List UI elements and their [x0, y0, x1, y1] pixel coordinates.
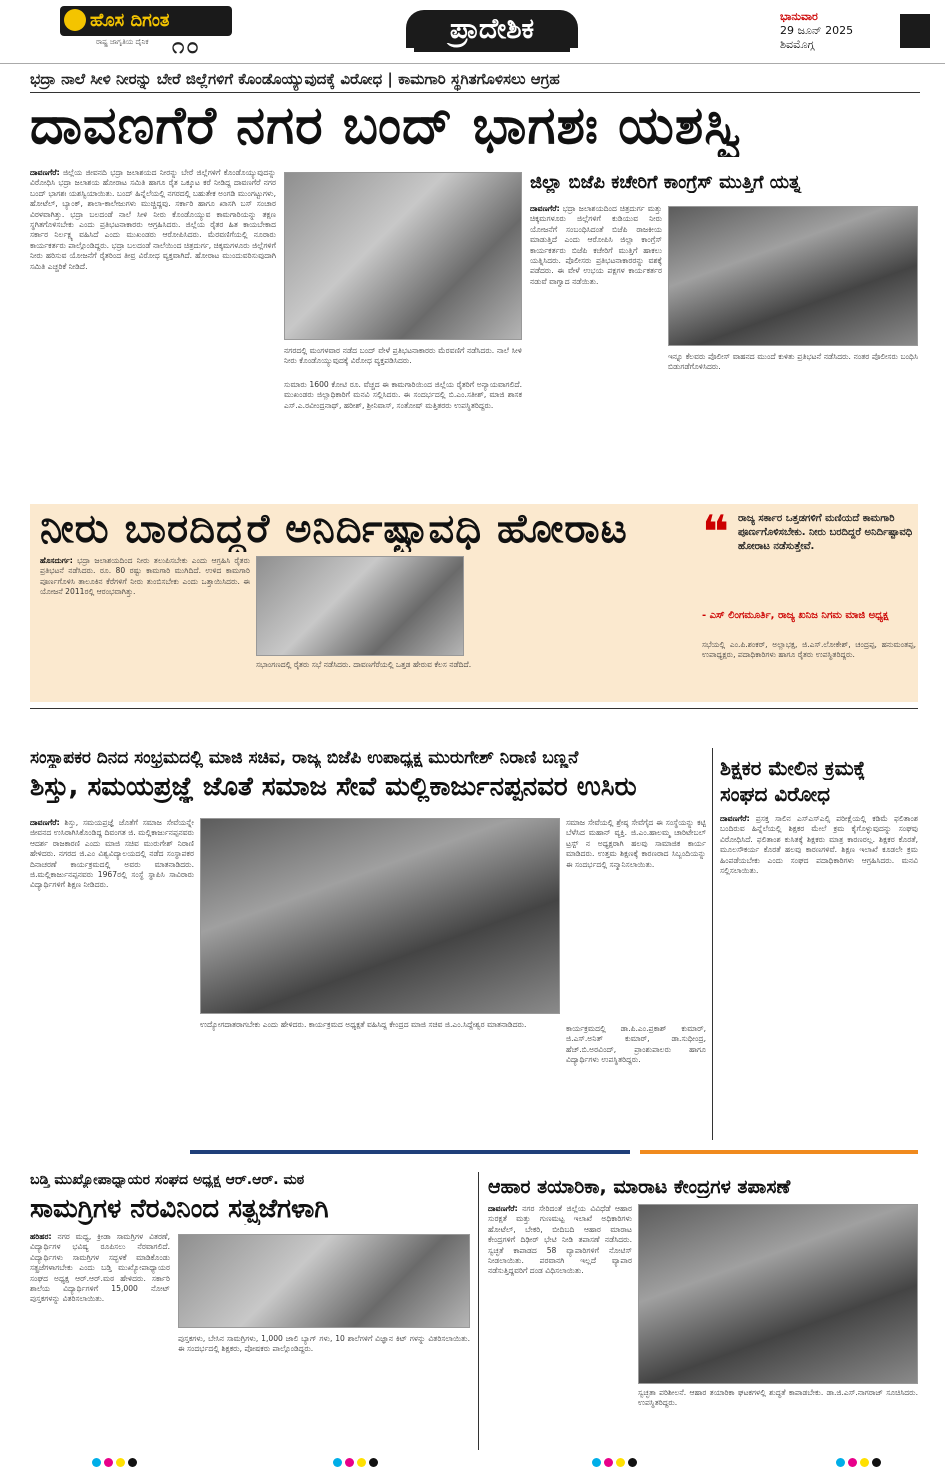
- protest-photo-caption: ಇನ್ನೂ ಕೆಲವರು ಪೊಲೀಸ್ ವಾಹನದ ಮುಂದೆ ಕುಳಿತು ಪ್ರತಿಭಟನೆ ನಡೆಸಿದರು. ನಂತರ ಪೊಲೀಸರು ಬಂಧಿಸಿ ಬಿಡುಗಡೆಗೊಳಿಸಿದರು.: [668, 352, 918, 371]
- teacher-text: ಪ್ರಸಕ್ತ ಸಾಲಿನ ಎಸ್ಎಸ್ಎಲ್ಸಿ ಪರೀಕ್ಷೆಯಲ್ಲಿ ಕಡಿಮೆ ಫಲಿತಾಂಶ ಬಂದಿರುವ ಹಿನ್ನೆಲೆಯಲ್ಲಿ ಶಿಕ್ಷಕರ ಮೇಲೆ ಕ್ರಮ ಕೈಗೊಳ್ಳುವುದನ್ನು ಸಂಘವು ವಿರೋಧಿಸಿದೆ. ಫಲಿತಾಂಶ ಕುಸಿತಕ್ಕೆ ಶಿಕ್ಷಕರು ಮಾತ್ರ ಕಾರಣರಲ್ಲ. ಶಿಕ್ಷಕರ ಕೊರತೆ, ಮೂಲಸೌಕರ್ಯ ಕೊರತೆ ಹಲವು ಕಾರಣಗಳಿವೆ. ಶಿಕ್ಷಣ ಇಲಾಖೆ ಕೂಡಲೇ ಕ್ರಮ ಹಿಂಪಡೆಯಬೇಕು ಎಂದು ಸಂಘದ ಪದಾಧಿಕಾರಿಗಳು ಆಗ್ರಹಿಸಿದರು. ಮನವಿ ಸಲ್ಲಿಸಲಾಯಿತು.: [720, 814, 918, 876]
- page-tab: [900, 14, 930, 48]
- section-title: ಪ್ರಾದೇಶಿಕ: [406, 10, 578, 48]
- registration-dot-cyan: [592, 1458, 601, 1467]
- ceremony-photo: [200, 818, 560, 1014]
- color-bar-blue: [190, 1150, 630, 1154]
- teacher-dateline: ದಾವಣಗೆರೆ:: [720, 814, 750, 823]
- sub-headline: ಜಿಲ್ಲಾ ಬಿಜೆಪಿ ಕಚೇರಿಗೆ ಕಾಂಗ್ರೆಸ್ ಮುತ್ತಿಗೆ ಯತ್ನ: [530, 172, 801, 193]
- teacher-body: [720, 814, 918, 1140]
- registration-dot-yellow: [357, 1458, 366, 1467]
- date-label: 29 ಜೂನ್ 2025: [780, 24, 854, 37]
- ceremony-dateline: ದಾವಣಗೆರೆ:: [30, 818, 60, 827]
- ceremony-body-mid: ಸಮಾಜ ಸೇವೆಯಲ್ಲಿ ಶ್ರೇಷ್ಠ ಸೇವೆಗೈದ ಈ ಸಂಸ್ಥೆಯನ್ನು ಕಟ್ಟಿ ಬೆಳೆಸಿದ ಮಹಾನ್ ವ್ಯಕ್ತಿ. ಜಿ.ಎಂ.ಹಾಲಮ್ಮ ಚಾರಿಟೇಬಲ್ ಟ್ರಸ್ಟ್ ನ ಅಧ್ಯಕ್ಷರಾಗಿ ಹಲವು ಸಾಮಾಜಿಕ ಕಾರ್ಯ ಮಾಡಿದರು. ಉತ್ತಮ ಶಿಕ್ಷಣಕ್ಕೆ ಕಾರಣರಾದ ಸಿಬ್ಬಂದಿಯನ್ನು ಈ ಸಂದರ್ಭದಲ್ಲಿ ಸನ್ಮಾನಿಸಲಾಯಿತು.: [566, 818, 706, 869]
- lead-headline: ದಾವಣಗೆರೆ ನಗರ ಬಂದ್ ಭಾಗಶಃ ಯಶಸ್ವಿ: [30, 96, 743, 156]
- sub-body: [530, 204, 662, 500]
- logo-emblem-icon: [64, 9, 86, 31]
- meeting-photo: [256, 556, 464, 656]
- ceremony-headline-1: ಸಂಸ್ಥಾಪಕರ ದಿನದ ಸಂಭ್ರಮದಲ್ಲಿ ಮಾಜಿ ಸಚಿವ, ರಾಜ್ಯ ಬಿಜೆಪಿ ಉಪಾಧ್ಯಕ್ಷ ಮುರುಗೇಶ್ ನಿರಾಣಿ ಬಣ್ಣನೆ: [30, 748, 579, 768]
- food-body: [488, 1204, 632, 1450]
- lead-body-left: [30, 168, 276, 500]
- guild-text: ನಗರ ಮಧ್ಯ, ಕ್ರೀಡಾ ಸಾಮಗ್ರಿಗಳ ವಿತರಣೆ, ವಿದ್ಯಾರ್ಥಿಗಳ ಭವಿಷ್ಯ ರೂಪಿಸಲು ನೆರವಾಗಲಿದೆ. ವಿದ್ಯಾರ್ಥಿಗಳು ಸಾಮಗ್ರಿಗಳ ಸದ್ಬಳಕೆ ಮಾಡಿಕೊಂಡು ಸತ್ಪ್ರಜೆಗಳಾಗಬೇಕು ಎಂದು ಬಡ್ತಿ ಮುಖ್ಯೋಪಾಧ್ಯಾಯರ ಸಂಘದ ಅಧ್ಯಕ್ಷ ಆರ್.ಆರ್.ಮಠ ಹೇಳಿದರು. ಸರ್ಕಾರಿ ಶಾಲೆಯ ವಿದ್ಯಾರ್ಥಿಗಳಿಗೆ 15,000 ನೋಟ್ ಪುಸ್ತಕಗಳನ್ನು ವಿತರಿಸಲಾಯಿತು.: [30, 1232, 170, 1304]
- page-number-glyph: ೧೦: [172, 34, 201, 59]
- guild-dateline: ಹರಿಹರ:: [30, 1232, 52, 1241]
- water-body: [40, 556, 250, 696]
- divider: [30, 708, 918, 709]
- newspaper-logo: ಹೊಸ ದಿಗಂತ: [60, 6, 232, 36]
- ceremony-headline-2: ಶಿಸ್ತು, ಸಮಯಪ್ರಜ್ಞೆ ಜೊತೆ ಸಮಾಜ ಸೇವೆ ಮಲ್ಲಿಕಾರ್ಜುನಪ್ಪನವರ ಉಸಿರು: [30, 772, 637, 802]
- water-text: ಭದ್ರಾ ಜಲಾಶಯದಿಂದ ನೀರು ತಲುಪಿಸಬೇಕು ಎಂದು ಆಗ್ರಹಿಸಿ ರೈತರು ಪ್ರತಿಭಟನೆ ನಡೆಸಿದರು. ರೂ. 80 ರಷ್ಟು ಕಾಮಗಾರಿ ಮುಗಿದಿದೆ. ಉಳಿದ ಕಾಮಗಾರಿ ಪೂರ್ಣಗೊಳಿಸಿ ತಾಲೂಕಿನ ಕೆರೆಗಳಿಗೆ ನೀರು ತುಂಬಿಸಬೇಕು ಎಂದು ಒತ್ತಾಯಿಸಿದರು. ಈ ಯೋಜನೆ 2011ರಲ್ಲಿ ಆರಂಭವಾಗಿತ್ತು.: [40, 556, 250, 597]
- food-headline: ಆಹಾರ ತಯಾರಿಕಾ, ಮಾರಾಟ ಕೇಂದ್ರಗಳ ತಪಾಸಣೆ: [488, 1176, 791, 1198]
- registration-dot-cyan: [92, 1458, 101, 1467]
- registration-dot-magenta: [848, 1458, 857, 1467]
- registration-dot-magenta: [345, 1458, 354, 1467]
- registration-dot-black: [872, 1458, 881, 1467]
- meeting-photo-caption: ಸಭಾಂಗಣದಲ್ಲಿ ರೈತರು ಸಭೆ ನಡೆಸಿದರು. ದಾವಣಗೆರೆಯಲ್ಲಿ ಒತ್ತಡ ಹೇರುವ ಕೆಲಸ ನಡೆದಿದೆ.: [256, 660, 472, 669]
- registration-dot-cyan: [836, 1458, 845, 1467]
- water-quote-author: - ಎಸ್ ಲಿಂಗಮೂರ್ತಿ, ರಾಜ್ಯ ಖನಿಜ ನಿಗಮ ಮಾಜಿ ಅಧ್ಯಕ್ಷ: [702, 610, 889, 621]
- bandh-photo: [284, 172, 522, 340]
- teacher-headline-1: ಶಿಕ್ಷಕರ ಮೇಲಿನ ಕ್ರಮಕ್ಕೆ: [720, 756, 866, 780]
- guild-photo-caption: ಪುಸ್ತಕಗಳು, ಬೇಸಿನ ಸಾಮಗ್ರಿಗಳು, 1,000 ಜಾಲಿ ಬ್ಯಾಗ್ ಗಳು, 10 ಶಾಲೆಗಳಿಗೆ ವಿಜ್ಞಾನ ಕಿಟ್ ಗಳನ್ನು ವಿತರಿಸಲಾಯಿತು. ಈ ಸಂದರ್ಭದಲ್ಲಿ ಶಿಕ್ಷಕರು, ಪೋಷಕರು ಪಾಲ್ಗೊಂಡಿದ್ದರು.: [178, 1334, 470, 1353]
- food-photo-caption: ಸ್ವಚ್ಛತಾ ಪರಿಶೀಲನೆ. ಆಹಾರ ತಯಾರಿಕಾ ಘಟಕಗಳಲ್ಲಿ ಶುದ್ಧತೆ ಕಾಪಾಡಬೇಕು. ಡಾ.ಜಿ.ಎಸ್.ನಾಗರಾಜ್ ಸೂಚಿಸಿದರು. ಉಪಸ್ಥಿತರಿದ್ದರು.: [638, 1388, 918, 1407]
- day-label: ಭಾನುವಾರ: [780, 10, 818, 23]
- lead-kicker: ಭದ್ರಾ ನಾಲೆ ಸೀಳಿ ನೀರನ್ನು ಬೇರೆ ಜಿಲ್ಲೆಗಳಿಗೆ ಕೊಂಡೊಯ್ಯುವುದಕ್ಕೆ ವಿರೋಧ | ಕಾಮಗಾರಿ ಸ್ಥಗಿತಗೊಳಿಸಲು ಆಗ್ರಹ: [30, 70, 560, 88]
- registration-dot-yellow: [116, 1458, 125, 1467]
- guild-photo: [178, 1234, 470, 1328]
- food-text: ನಗರ ಸೇರಿದಂತೆ ಜಿಲ್ಲೆಯ ವಿವಿಧೆಡೆ ಆಹಾರ ಸುರಕ್ಷತೆ ಮತ್ತು ಗುಣಮಟ್ಟ ಇಲಾಖೆ ಅಧಿಕಾರಿಗಳು ಹೋಟೆಲ್, ಬೇಕರಿ, ಬೀದಿಬದಿ ಆಹಾರ ಮಾರಾಟ ಕೇಂದ್ರಗಳಿಗೆ ದಿಢೀರ್ ಭೇಟಿ ನೀಡಿ ತಪಾಸಣೆ ನಡೆಸಿದರು. ಸ್ವಚ್ಛತೆ ಕಾಪಾಡದ 58 ವ್ಯಾಪಾರಿಗಳಿಗೆ ನೋಟಿಸ್ ನೀಡಲಾಯಿತು. ಪರವಾನಗಿ ಇಲ್ಲದೆ ವ್ಯಾಪಾರ ನಡೆಸುತ್ತಿದ್ದವರಿಗೆ ದಂಡ ವಿಧಿಸಲಾಯಿತು.: [488, 1204, 632, 1276]
- registration-dot-black: [628, 1458, 637, 1467]
- ceremony-text: ಶಿಸ್ತು, ಸಮಯಪ್ರಜ್ಞೆ ಜೊತೆಗೆ ಸಮಾಜ ಸೇವೆಯನ್ನೇ ಜೀವನದ ಉಸಿರಾಗಿಸಿಕೊಂಡಿದ್ದ ದಿವಂಗತ ಜಿ. ಮಲ್ಲಿಕಾರ್ಜುನಪ್ಪನವರು ಆದರ್ಶ ರಾಜಕಾರಣಿ ಎಂದು ಮಾಜಿ ಸಚಿವ ಮುರುಗೇಶ್ ನಿರಾಣಿ ಹೇಳಿದರು. ನಗರದ ಜಿ.ಎಂ ವಿಶ್ವವಿದ್ಯಾಲಯದಲ್ಲಿ ನಡೆದ ಸಂಸ್ಥಾಪಕರ ದಿನಾಚರಣೆ ಕಾರ್ಯಕ್ರಮದಲ್ಲಿ ಅವರು ಮಾತನಾಡಿದರು. ಜಿ.ಮಲ್ಲಿಕಾರ್ಜುನಪ್ಪನವರು 1967ರಲ್ಲಿ ಸಂಸ್ಥೆ ಸ್ಥಾಪಿಸಿ ಸಾವಿರಾರು ವಿದ್ಯಾರ್ಥಿಗಳಿಗೆ ಶಿಕ್ಷಣ ನೀಡಿದರು.: [30, 818, 194, 890]
- registration-dot-magenta: [104, 1458, 113, 1467]
- food-inspection-photo: [638, 1204, 918, 1384]
- guild-headline-2: ಸಾಮಗ್ರಿಗಳ ನೆರವಿನಿಂದ ಸತ್ಪ್ರಜೆಗಳಾಗಿ: [30, 1194, 329, 1224]
- water-headline: ನೀರು ಬಾರದಿದ್ದರೆ ಅನಿರ್ದಿಷ್ಟಾವಧಿ ಹೋರಾಟ: [40, 506, 628, 552]
- ceremony-photo-caption: ಉದ್ಯೋಗದಾತರಾಗಬೇಕು ಎಂದು ಹೇಳಿದರು. ಕಾರ್ಯಕ್ರಮದ ಅಧ್ಯಕ್ಷತೆ ವಹಿಸಿದ್ದ ಕೇಂದ್ರದ ಮಾಜಿ ಸಚಿವ ಜಿ.ಎಂ.ಸಿದ್ದೇಶ್ವರ ಮಾತನಾಡಿದರು.: [200, 1020, 527, 1029]
- ceremony-body-right: ಕಾರ್ಯಕ್ರಮದಲ್ಲಿ ಡಾ.ಪಿ.ಎಂ.ಪ್ರಕಾಶ್ ಕುಮಾರ್, ಜಿ.ಎಸ್.ಅನಿತ್ ಕುಮಾರ್, ಡಾ.ಸುಧೀಂದ್ರ, ಹೆಚ್.ಬಿ.ಅರವಿಂದ್, ಪ್ರಾಂಶುಪಾಲರು ಹಾಗೂ ವಿದ್ಯಾರ್ಥಿಗಳು ಉಪಸ್ಥಿತರಿದ್ದರು.: [566, 1024, 706, 1065]
- registration-dot-black: [128, 1458, 137, 1467]
- guild-body: [30, 1232, 170, 1450]
- teacher-headline-2: ಸಂಘದ ವಿರೋಧ: [720, 782, 831, 806]
- lead-body-mid: ಸುಮಾರು 1600 ಕೋಟಿ ರೂ. ವೆಚ್ಚದ ಈ ಕಾಮಗಾರಿಯಿಂದ ಜಿಲ್ಲೆಯ ರೈತರಿಗೆ ಅನ್ಯಾಯವಾಗಲಿದೆ. ಮುಖಂಡರು ಜಿಲ್ಲಾಧಿಕಾರಿಗೆ ಮನವಿ ಸಲ್ಲಿಸಿದರು. ಈ ಸಂದರ್ಭದಲ್ಲಿ ಬಿ.ಎಂ.ಸತೀಶ್, ಮಾಜಿ ಶಾಸಕ ಎಸ್.ಎ.ರವೀಂದ್ರನಾಥ್, ಹರೀಶ್, ಶ್ರೀನಿವಾಸ್, ಸಂತೋಷ್ ಮತ್ತಿತರರು ಉಪಸ್ಥಿತರಿದ್ದರು.: [284, 380, 522, 410]
- protest-photo: [668, 206, 918, 346]
- lead-dateline: ದಾವಣಗೆರೆ:: [30, 168, 60, 177]
- registration-dot-magenta: [604, 1458, 613, 1467]
- column-divider: [712, 748, 713, 1140]
- dateline-block: [780, 10, 853, 52]
- registration-dot-black: [369, 1458, 378, 1467]
- column-divider: [478, 1172, 479, 1450]
- water-dateline: ಹೊಸದುರ್ಗ:: [40, 556, 73, 565]
- sub-text: ಭದ್ರಾ ಜಲಾಶಯದಿಂದ ಚಿತ್ರದುರ್ಗ ಮತ್ತು ಚಿಕ್ಕಮಗಳೂರು ಜಿಲ್ಲೆಗಳಿಗೆ ಕುಡಿಯುವ ನೀರು ಯೋಜನೆಗೆ ಸಂಬಂಧಿಸಿದಂತೆ ಬಿಜೆಪಿ ರಾಜಕೀಯ ಮಾಡುತ್ತಿದೆ ಎಂದು ಆರೋಪಿಸಿ ಜಿಲ್ಲಾ ಕಾಂಗ್ರೆಸ್ ಕಾರ್ಯಕರ್ತರು ಬಿಜೆಪಿ ಕಚೇರಿಗೆ ಮುತ್ತಿಗೆ ಹಾಕಲು ಯತ್ನಿಸಿದರು. ಪೊಲೀಸರು ಪ್ರತಿಭಟನಾಕಾರರನ್ನು ವಶಕ್ಕೆ ಪಡೆದರು. ಈ ವೇಳೆ ಉಭಯ ಪಕ್ಷಗಳ ಕಾರ್ಯಕರ್ತರ ನಡುವೆ ವಾಗ್ವಾದ ನಡೆಯಿತು.: [530, 204, 662, 286]
- registration-dot-yellow: [860, 1458, 869, 1467]
- lead-text: ಜಿಲ್ಲೆಯ ಜೀವನದಿ ಭದ್ರಾ ಜಲಾಶಯದ ನೀರನ್ನು ಬೇರೆ ಜಿಲ್ಲೆಗಳಿಗೆ ಕೊಂಡೊಯ್ಯುವುದನ್ನು ವಿರೋಧಿಸಿ ಭದ್ರಾ ಜಲಾಶಯ ಹೋರಾಟ ಸಮಿತಿ ಹಾಗೂ ರೈತ ಒಕ್ಕೂಟ ಕರೆ ನೀಡಿದ್ದ ದಾವಣಗೆರೆ ನಗರ ಬಂದ್ ಭಾಗಶಃ ಯಶಸ್ವಿಯಾಯಿತು. ಬಂದ್ ಹಿನ್ನೆಲೆಯಲ್ಲಿ ನಗರದಲ್ಲಿ ಬಹುತೇಕ ಅಂಗಡಿ ಮುಂಗಟ್ಟುಗಳು, ಹೋಟೆಲ್, ಬ್ಯಾಂಕ್, ಶಾಲಾ-ಕಾಲೇಜುಗಳು ಮುಚ್ಚಿದ್ದವು. ಸರ್ಕಾರಿ ಹಾಗೂ ಖಾಸಗಿ ಬಸ್ ಸಂಚಾರ ವಿರಳವಾಗಿತ್ತು. ಭದ್ರಾ ಬಲದಂಡೆ ನಾಲೆ ಸೀಳಿ ನೀರು ಕೊಂಡೊಯ್ಯುವ ಕಾಮಗಾರಿಯನ್ನು ತಕ್ಷಣ ಸ್ಥಗಿತಗೊಳಿಸಬೇಕು ಎಂದು ಪ್ರತಿಭಟನಾಕಾರರು ಆಗ್ರಹಿಸಿದರು. ಜಿಲ್ಲೆಯ ರೈತರ ಹಿತ ಕಾಯಬೇಕಾದ ಸರ್ಕಾರ ನಿರ್ಲಕ್ಷ್ಯ ವಹಿಸಿದೆ ಎಂದು ಮುಖಂಡರು ಆರೋಪಿಸಿದರು. ಮೆರವಣಿಗೆಯಲ್ಲಿ ನೂರಾರು ಕಾರ್ಯಕರ್ತರು ಪಾಲ್ಗೊಂಡಿದ್ದರು. ಭದ್ರಾ ಬಲದಂಡೆ ನಾಲೆಯಿಂದ ಚಿತ್ರದುರ್ಗ, ಚಿಕ್ಕಮಗಳೂರು ಜಿಲ್ಲೆಗಳಿಗೆ ನೀರು ಹರಿಸುವ ಯೋಜನೆಗೆ ರೈತರಿಂದ ತೀವ್ರ ವಿರೋಧ ವ್ಯಕ್ತವಾಗಿದೆ. ಹೋರಾಟ ಮುಂದುವರಿಸುವುದಾಗಿ ಸಮಿತಿ ಎಚ್ಚರಿಕೆ ನೀಡಿದೆ.: [30, 168, 276, 271]
- registration-dot-cyan: [333, 1458, 342, 1467]
- ceremony-body-left: [30, 818, 194, 1140]
- sub-dateline: ದಾವಣಗೆರೆ:: [530, 204, 560, 213]
- city-label: ಶಿವಮೊಗ್ಗ: [780, 38, 815, 51]
- guild-headline-1: ಬಡ್ತಿ ಮುಖ್ಯೋಪಾಧ್ಯಾಯರ ಸಂಘದ ಅಧ್ಯಕ್ಷ ಆರ್.ಆರ್. ಮಠ: [30, 1172, 305, 1188]
- water-quote: ರಾಜ್ಯ ಸರ್ಕಾರ ಒತ್ತಡಗಳಿಗೆ ಮಣಿಯದೆ ಕಾಮಗಾರಿ ಪೂರ್ಣಗೊಳಿಸಬೇಕು. ನೀರು ಬರದಿದ್ದರೆ ಅನಿರ್ದಿಷ್ಟಾವಧಿ ಹೋರಾಟ ನಡೆಸುತ್ತೇವೆ.: [738, 513, 913, 552]
- bandh-photo-caption: ನಗರದಲ್ಲಿ ಮಂಗಳವಾರ ನಡೆದ ಬಂದ್ ವೇಳೆ ಪ್ರತಿಭಟನಾಕಾರರು ಮೆರವಣಿಗೆ ನಡೆಸಿದರು. ನಾಲೆ ಸೀಳಿ ನೀರು ಕೊಂಡೊಯ್ಯುವುದಕ್ಕೆ ವಿರೋಧ ವ್ಯಕ್ತಪಡಿಸಿದರು.: [284, 346, 522, 365]
- water-body-right: ಸಭೆಯಲ್ಲಿ ಎಂ.ಪಿ.ಶಂಕರ್, ಅಲ್ಲಾಭಕ್ಷ, ಜಿ.ಎಸ್.ಲೋಕೇಶ್, ಚಂದ್ರಪ್ಪ, ಹನುಮಂತಪ್ಪ, ಉಪಾಧ್ಯಕ್ಷರು, ಪದಾಧಿಕಾರಿಗಳು ಹಾಗೂ ರೈತರು ಉಪಸ್ಥಿತರಿದ್ದರು.: [702, 640, 916, 660]
- logo-tagline: ರಾಷ್ಟ್ರ ಜಾಗೃತಿಯ ದೈನಿಕ: [96, 38, 149, 46]
- registration-dot-yellow: [616, 1458, 625, 1467]
- divider: [30, 92, 920, 93]
- food-dateline: ದಾವಣಗೆರೆ:: [488, 1204, 518, 1213]
- quote-mark-icon: ❝: [702, 505, 729, 559]
- color-bar-orange: [640, 1150, 918, 1154]
